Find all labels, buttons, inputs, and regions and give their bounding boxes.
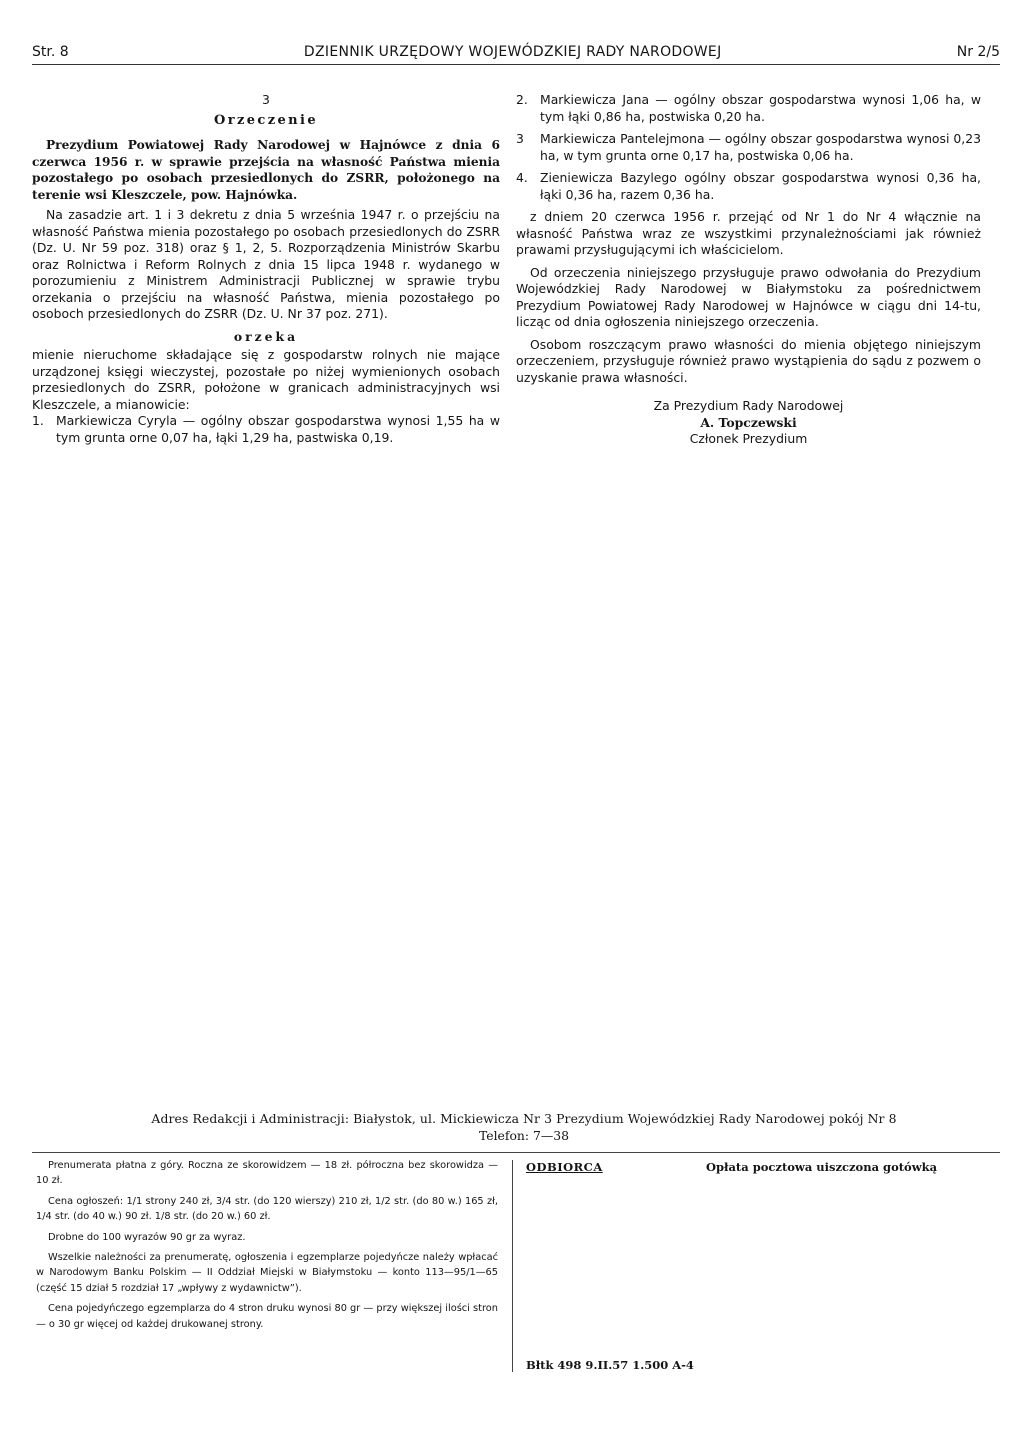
list-item-number: 4. [516,170,528,185]
subscription-info [36,1158,498,1337]
list-item [516,92,981,125]
footer-divider [32,1152,1000,1153]
list-item-number: 1. [32,413,44,428]
subscription-price: Prenumerata płatna z góry. Roczna ze skorowidzem — 18 zł. półroczna bez skorowidza — 10 zł. [36,1160,498,1187]
right-column [516,92,981,448]
signature-role: Członek Prezydium [689,431,808,446]
list-item-number: 3 [516,131,524,146]
appeal-paragraph: Od orzeczenia niniejszego przysługuje prawo odwołania do Prezydium Wojewódzkiej Rady Narodowej w Białymstoku za pośrednictwem Prezydium Powiatowej Rady Narodowej w Hajnówce w ciągu dni 14-tu, licząc od dnia ogłoszenia niniejszego orzeczenia. [516,264,981,329]
signature-name: A. Topczewski [700,414,797,430]
postage-note: Opłata pocztowa uiszczona gotówką [706,1160,938,1174]
journal-title: DZIENNIK URZĘDOWY WOJEWÓDZKIEJ RADY NARODOWEJ [303,44,722,60]
print-info: Błtk 498 9.II.57 1.500 A-4 [526,1358,694,1372]
list-item-text: Markiewicza Pantelejmona — ogólny obszar gospodarstwa wynosi 0,23 ha, w tym grunta orne 0,17 ha, postwiska 0,06 ha. [540,131,981,163]
list-item-text: Markiewicza Jana — ogólny obszar gospodarstwa wynosi 1,06 ha, w tym łąki 0,86 ha, postwiska 0,20 ha. [540,92,981,124]
transfer-paragraph: z dniem 20 czerwca 1956 r. przejąć od Nr 1 do Nr 4 włącznie na własność Państwa wraz ze wszystkimi przynależnościami jak również prawami przysługującymi ich właścicielom. [516,209,981,257]
address-line: Adres Redakcji i Administracji: Białystok, ul. Mickiewicza Nr 3 Prezydium Wojewódzkiej Rady Narodowej pokój Nr 8 [151,1111,897,1126]
payment-info: Wszelkie należności za prenumeratę, ogłoszenia i egzemplarze pojedyńcze należy wpłacać w Narodowym Banku Polskim — II Oddział Miejski w Białymstoku — konto 113—95/1—65 (część 15 dział 5 rozdział 17 „wpływy z wydawnictw”). [36,1252,498,1294]
advert-prices: Cena ogłoszeń: 1/1 strony 240 zł, 3/4 str. (do 120 wierszy) 210 zł, 1/2 str. (do 80 w.) 165 zł, 1/4 str. (do 40 w.) 90 zł. 1/8 str. (do 20 w.) 60 zł. [36,1195,498,1223]
phone-line: Telefon: 7—38 [478,1128,570,1143]
orzeka-heading: orzeka [233,328,299,344]
list-item [516,131,981,164]
document-number: 3 [262,92,270,107]
single-copy-price: Cena pojedyńczego egzemplarza do 4 stron druku wynosi 80 gr — przy większej ilości stron — o 30 gr więcej od każdej drukowanej strony. [36,1303,498,1330]
editorial-address [44,1110,1004,1144]
document-heading: Orzeczenie [213,112,319,128]
left-column [32,92,500,446]
list-item [516,170,981,203]
signature-line-1: Za Prezydium Rady Narodowej [653,398,844,413]
list-item-text: Zieniewicza Bazylego ogólny obszar gospodarstwa wynosi 0,36 ha, łąki 0,36 ha, razem 0,36 ha. [540,170,981,202]
list-item [32,413,500,446]
signature-block [516,398,981,448]
document-intro: Prezydium Powiatowej Rady Narodowej w Hajnówce z dnia 6 czerwca 1956 r. w sprawie przejścia na własność Państwa mienia pozostałego po osobach przesiedlonych do ZSRR, położonego na terenie wsi Kleszczele, pow. Hajnówka. [32,138,500,202]
small-ads-price: Drobne do 100 wyrazów 90 gr za wyraz. [48,1231,246,1243]
legal-basis: Na zasadzie art. 1 i 3 dekretu z dnia 5 września 1947 r. o przejściu na własność Państwa mienia pozostałego po osobach przesiedlonych do ZSRR (Dz. U. Nr 59 poz. 318) oraz § 1, 2, 5. Rozporządzenia Ministrów Skarbu oraz Rolnictwa i Reform Rolnych z dnia 15 lipca 1948 r. wydanego w porozumieniu z Ministrem Administracji Publicznej w sprawie trybu orzekania o przejściu na własność Państwa, mienia pozostałego po osoboch przesiedlonych do ZSRR (Dz. U. Nr 37 poz. 271). [32,207,500,321]
list-item-text: Markiewicza Cyryla — ogólny obszar gospodarstwa wynosi 1,55 ha w tym grunta orne 0,07 ha, łąki 1,29 ha, pastwiska 0,19. [56,413,500,445]
footer-column-divider [512,1160,513,1372]
page-header [32,38,1000,65]
decision-text: mienie nieruchome składające się z gospodarstw rolnych nie mające urządzonej księgi wieczystej, pozostałe po niżej wymienionych osobach przesiedlonych do ZSRR, położone w granicach administracyjnych wsi Kleszczele, a mianowicie: [32,347,500,412]
list-item-number: 2. [516,92,528,107]
issue-number: Nr 2/5 [956,44,1000,60]
recipient-label: ODBIORCA [526,1160,603,1174]
page-number: Str. 8 [32,44,69,60]
claims-paragraph: Osobom roszczącym prawo własności do mienia objętego niniejszym orzeczeniem, przysługuje również prawo wystąpienia do sądu z pozwem o uzyskanie prawa własności. [516,336,981,385]
